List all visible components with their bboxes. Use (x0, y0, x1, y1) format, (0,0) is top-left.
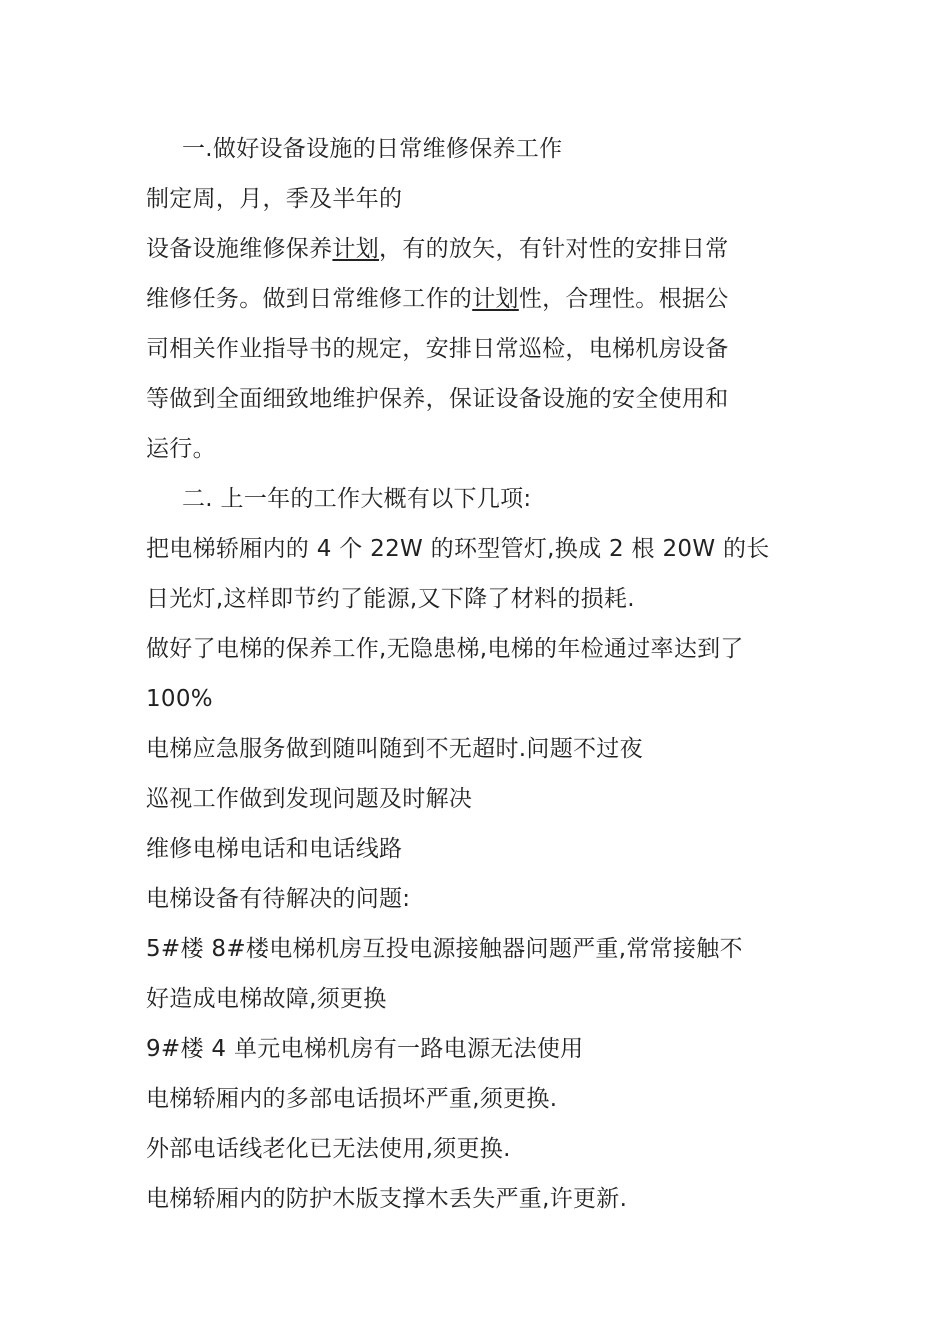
paragraph-line: 做好了电梯的保养工作,无隐患梯,电梯的年检通过率达到了 (146, 636, 744, 662)
paragraph-line (146, 224, 816, 274)
paragraph-line: 9#楼 4 单元电梯机房有一路电源无法使用 (146, 1036, 584, 1062)
paragraph-line: 运行。 (146, 436, 216, 462)
paragraph-line: 电梯轿厢内的防护木版支撑木丢失严重,许更新. (146, 1186, 628, 1212)
text-run: 维修任务。做到日常维修工作的 (146, 286, 473, 312)
section-2-heading: 二. 上一年的工作大概有以下几项: (182, 486, 532, 512)
underlined-term: 计划 (472, 286, 519, 312)
paragraph-line: 100% (146, 686, 213, 712)
paragraph-line: 电梯应急服务做到随叫随到不无超时.问题不过夜 (146, 736, 643, 762)
text-run: 性，合理性。根据公 (518, 286, 729, 312)
paragraph-line: 好造成电梯故障,须更换 (146, 986, 387, 1012)
paragraph-line: 5#楼 8#楼电梯机房互投电源接触器问题严重,常常接触不 (146, 936, 743, 962)
paragraph-line: 日光灯,这样即节约了能源,又下降了材料的损耗. (146, 586, 635, 612)
text-run: ，有的放矢，有针对性的安排日常 (379, 236, 729, 262)
paragraph-line: 把电梯轿厢内的 4 个 22W 的环型管灯,换成 2 根 20W 的长 (146, 536, 770, 562)
paragraph-line: 电梯轿厢内的多部电话损坏严重,须更换. (146, 1086, 558, 1112)
paragraph-line: 等做到全面细致地维护保养，保证设备设施的安全使用和 (146, 386, 729, 412)
underlined-term: 计划 (332, 236, 380, 262)
section-1-heading: 一.做好设备设施的日常维修保养工作 (182, 136, 563, 162)
paragraph-line: 电梯设备有待解决的问题: (146, 886, 411, 912)
paragraph-line: 制定周，月，季及半年的 (146, 186, 403, 212)
paragraph-line (146, 274, 816, 324)
text-run: 设备设施维修保养 (146, 236, 333, 262)
document-body (146, 124, 816, 1224)
paragraph-line: 维修电梯电话和电话线路 (146, 836, 403, 862)
paragraph-line: 巡视工作做到发现问题及时解决 (146, 786, 473, 812)
paragraph-line: 外部电话线老化已无法使用,须更换. (146, 1136, 511, 1162)
paragraph-line: 司相关作业指导书的规定，安排日常巡检，电梯机房设备 (146, 336, 729, 362)
